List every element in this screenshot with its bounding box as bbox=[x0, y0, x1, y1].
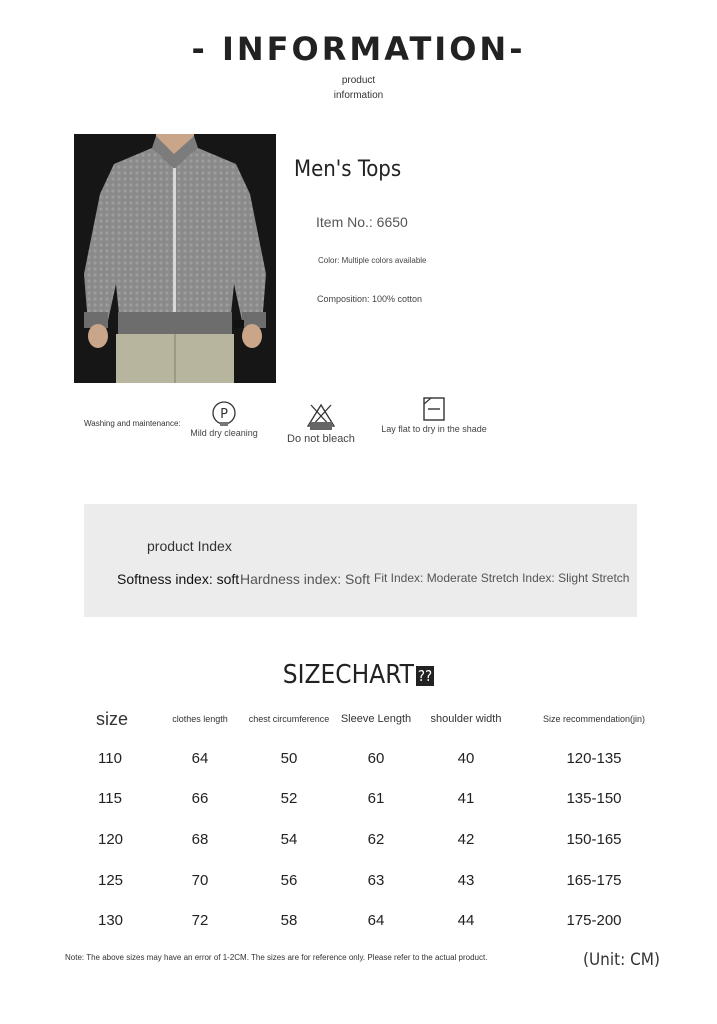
fit-stretch-index: Fit Index: Moderate Stretch Index: Slight Stretch bbox=[374, 571, 630, 585]
header-sleeve: Sleeve Length bbox=[340, 713, 412, 725]
header-chest: chest circumference bbox=[248, 714, 330, 724]
cell-recommendation: 120-135 bbox=[566, 749, 622, 767]
page-subtitle bbox=[0, 73, 717, 103]
product-index-panel bbox=[84, 504, 637, 617]
sizechart-title-glyph: ?? bbox=[417, 666, 433, 685]
size-table bbox=[74, 700, 672, 941]
cell-chest: 56 bbox=[280, 871, 298, 889]
care-text-dry-flat: Lay flat to dry in the shade bbox=[381, 424, 487, 434]
sweater-illustration bbox=[74, 134, 276, 383]
cell-length: 70 bbox=[191, 871, 209, 889]
cell-size: 110 bbox=[98, 749, 122, 767]
cell-sleeve: 63 bbox=[367, 871, 385, 889]
header-recommendation: Size recommendation(jin) bbox=[542, 714, 646, 724]
cell-size: 125 bbox=[98, 871, 124, 889]
cell-size: 120 bbox=[98, 830, 124, 848]
item-number: Item No.: 6650 bbox=[316, 214, 408, 230]
cell-sleeve: 60 bbox=[367, 749, 385, 767]
cell-sleeve: 62 bbox=[367, 830, 385, 848]
page-title: - INFORMATION- bbox=[191, 30, 526, 68]
cell-length: 72 bbox=[191, 912, 209, 930]
sizechart-title-text: SIZECHART bbox=[282, 660, 414, 690]
table-row bbox=[74, 860, 672, 901]
size-table-header bbox=[74, 700, 672, 738]
cell-recommendation: 135-150 bbox=[566, 790, 622, 808]
care-item-dry-clean bbox=[186, 400, 262, 438]
color-info: Color: Multiple colors available bbox=[318, 256, 427, 265]
cell-length: 68 bbox=[191, 830, 209, 848]
cell-recommendation: 165-175 bbox=[566, 871, 622, 889]
table-row bbox=[74, 779, 672, 820]
cell-shoulder: 41 bbox=[457, 790, 475, 808]
sizechart-title bbox=[0, 660, 717, 690]
table-row bbox=[74, 819, 672, 860]
dry-flat-shade-icon bbox=[422, 396, 446, 422]
cell-recommendation: 175-200 bbox=[566, 912, 622, 930]
care-text-no-bleach: Do not bleach bbox=[287, 433, 355, 445]
cell-chest: 50 bbox=[280, 749, 298, 767]
cell-chest: 54 bbox=[280, 830, 298, 848]
header-size: size bbox=[96, 709, 129, 729]
hardness-index: Hardness index: Soft bbox=[240, 571, 370, 587]
svg-text:P: P bbox=[220, 407, 228, 422]
no-bleach-icon bbox=[306, 402, 336, 430]
cell-shoulder: 43 bbox=[457, 871, 475, 889]
size-note: Note: The above sizes may have an error of 1-2CM. The sizes are for reference only. Please refer to the actual product. bbox=[65, 953, 488, 962]
cell-shoulder: 40 bbox=[457, 749, 475, 767]
cell-sleeve: 61 bbox=[367, 790, 385, 808]
product-index-title: product Index bbox=[147, 538, 232, 554]
subtitle-line-2: information bbox=[333, 90, 384, 101]
cell-chest: 58 bbox=[280, 912, 298, 930]
product-name: Men's Tops bbox=[294, 157, 402, 182]
subtitle-line-1: product bbox=[341, 75, 376, 86]
table-row bbox=[74, 738, 672, 779]
care-item-dry-flat bbox=[378, 396, 490, 434]
cell-chest: 52 bbox=[280, 790, 298, 808]
cell-size: 130 bbox=[98, 912, 124, 930]
care-text-dry-clean: Mild dry cleaning bbox=[190, 428, 258, 438]
cell-length: 66 bbox=[191, 790, 209, 808]
table-row bbox=[74, 900, 672, 941]
cell-sleeve: 64 bbox=[367, 912, 385, 930]
cell-recommendation: 150-165 bbox=[566, 830, 622, 848]
softness-index: Softness index: soft bbox=[117, 571, 240, 587]
care-label: Washing and maintenance: bbox=[84, 419, 181, 428]
product-photo bbox=[74, 134, 276, 383]
cell-shoulder: 44 bbox=[457, 912, 475, 930]
cell-length: 64 bbox=[191, 749, 209, 767]
care-item-no-bleach bbox=[283, 402, 359, 445]
cell-size: 115 bbox=[98, 790, 122, 808]
header-clothes-length: clothes length bbox=[172, 714, 228, 724]
header-shoulder: shoulder width bbox=[430, 713, 502, 725]
unit-label: (Unit: CM) bbox=[583, 950, 660, 970]
cell-shoulder: 42 bbox=[457, 830, 475, 848]
composition-info: Composition: 100% cotton bbox=[317, 294, 423, 304]
dry-clean-p-icon bbox=[211, 400, 237, 426]
